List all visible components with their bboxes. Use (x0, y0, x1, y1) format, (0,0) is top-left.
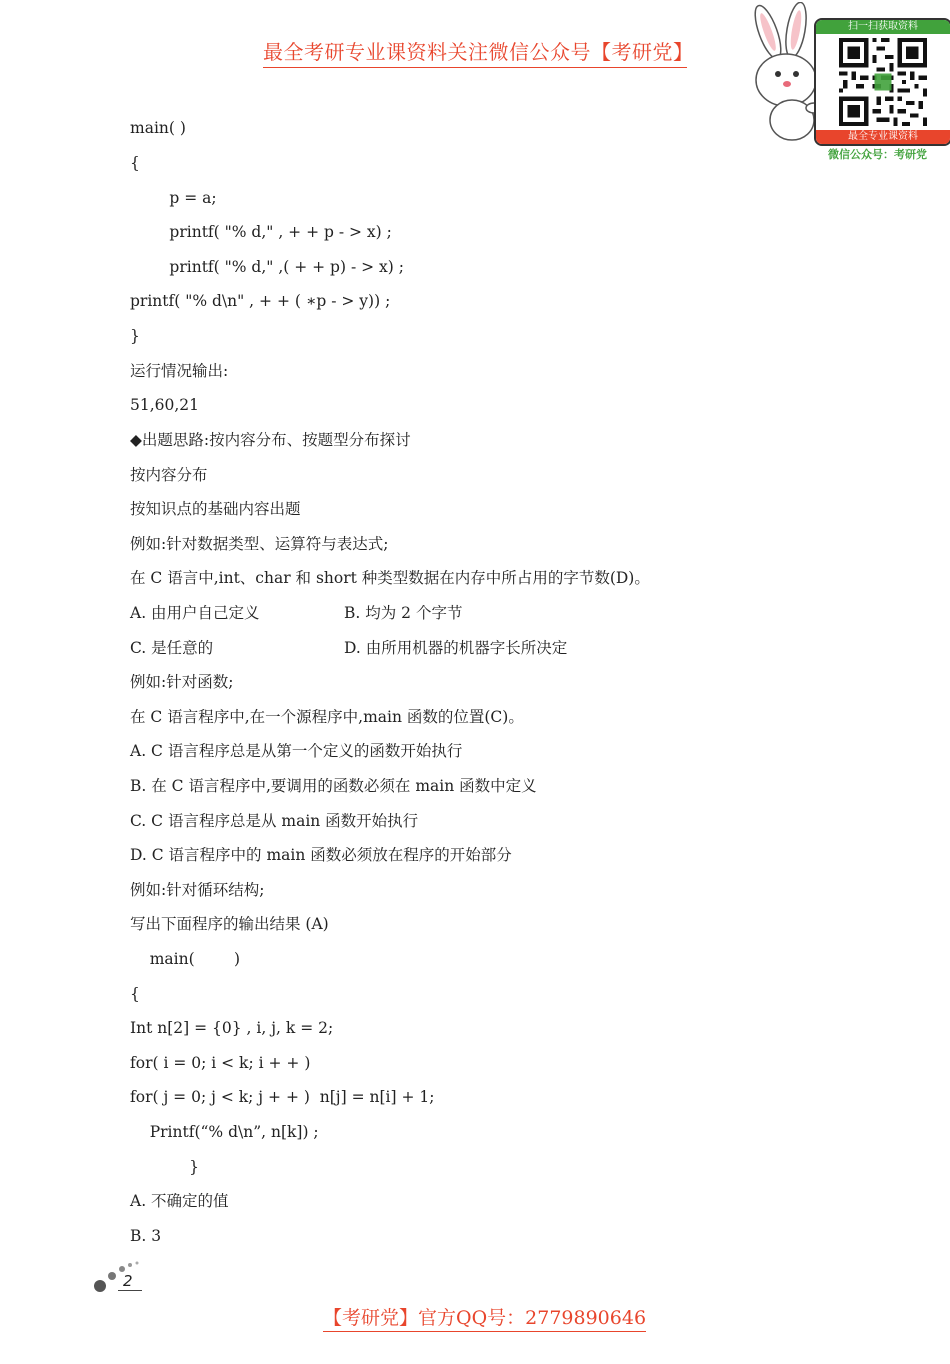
wechat-label: 微信公众号：考研党 (828, 148, 927, 161)
page-number-rule (118, 1290, 142, 1291)
question-text: 在 C 语言中,int、char 和 short 种类型数据在内存中所占用的字节数(D)。 (130, 569, 650, 587)
text-line: 例如:针对循环结构; (130, 881, 265, 899)
code-line: } (130, 1158, 199, 1176)
question-text: 写出下面程序的输出结果 (A) (130, 915, 329, 933)
text-line: 例如:针对数据类型、运算符与表达式; (130, 535, 389, 553)
text-line: 按知识点的基础内容出题 (130, 500, 301, 518)
qr-code-icon (838, 38, 928, 126)
text-line: main( ) (130, 119, 186, 137)
option-b: B. 均为 2 个字节 (344, 604, 463, 622)
text-line: 51,60,21 (130, 396, 200, 414)
text-line: 运行情况输出: (130, 362, 229, 380)
option-a: A. 由用户自己定义 (130, 604, 260, 622)
header-banner: 最全考研专业课资料关注微信公众号【考研党】 (263, 36, 687, 68)
question-text: 在 C 语言程序中,在一个源程序中,main 函数的位置(C)。 (130, 708, 524, 726)
qr-bottom-label: 最全专业课资料 (816, 130, 950, 144)
footer-banner: 【考研党】官方QQ号：2779890646 (323, 1303, 646, 1332)
qr-top-label: 扫一扫获取资料 (816, 20, 950, 34)
option-c: C. 是任意的 (130, 639, 214, 657)
text-line: printf( "% d," ,( + + p) - > x) ; (130, 258, 404, 276)
promo-block (728, 2, 950, 162)
code-line: main( ) (130, 950, 241, 968)
code-line: for( i = 0; i < k; i + + ) (130, 1054, 311, 1072)
text-line: } (130, 327, 140, 345)
text-line: printf( "% d\n" , + + ( ∗p - > y)) ; (130, 292, 391, 310)
qr-card (814, 18, 950, 146)
option-d: D. 由所用机器的机器字长所决定 (344, 639, 568, 657)
code-line: Int n[2] = {0} , i, j, k = 2; (130, 1019, 334, 1037)
text-line: 按内容分布 (130, 466, 208, 484)
option-d: D. C 语言程序中的 main 函数必须放在程序的开始部分 (130, 846, 512, 864)
text-line: 例如:针对函数; (130, 673, 234, 691)
option-c: C. C 语言程序总是从 main 函数开始执行 (130, 812, 419, 830)
option-a: A. C 语言程序总是从第一个定义的函数开始执行 (130, 742, 463, 760)
option-a: A. 不确定的值 (130, 1192, 229, 1210)
text-line: { (130, 154, 140, 172)
code-line: { (130, 985, 140, 1003)
text-line: printf( "% d," , + + p - > x) ; (130, 223, 392, 241)
page-number: 2 (123, 1272, 133, 1290)
option-b: B. 3 (130, 1227, 162, 1245)
section-heading: ◆出题思路:按内容分布、按题型分布探讨 (130, 431, 411, 449)
text-line: p = a; (130, 189, 217, 207)
option-b: B. 在 C 语言程序中,要调用的函数必须在 main 函数中定义 (130, 777, 537, 795)
code-line: for( j = 0; j < k; j + + ) n[j] = n[i] + 1; (130, 1088, 435, 1106)
page-dots-icon (92, 1260, 142, 1294)
code-line: Printf(“% d\n”, n[k]) ; (130, 1123, 319, 1141)
bunny-mascot-icon (728, 2, 824, 142)
